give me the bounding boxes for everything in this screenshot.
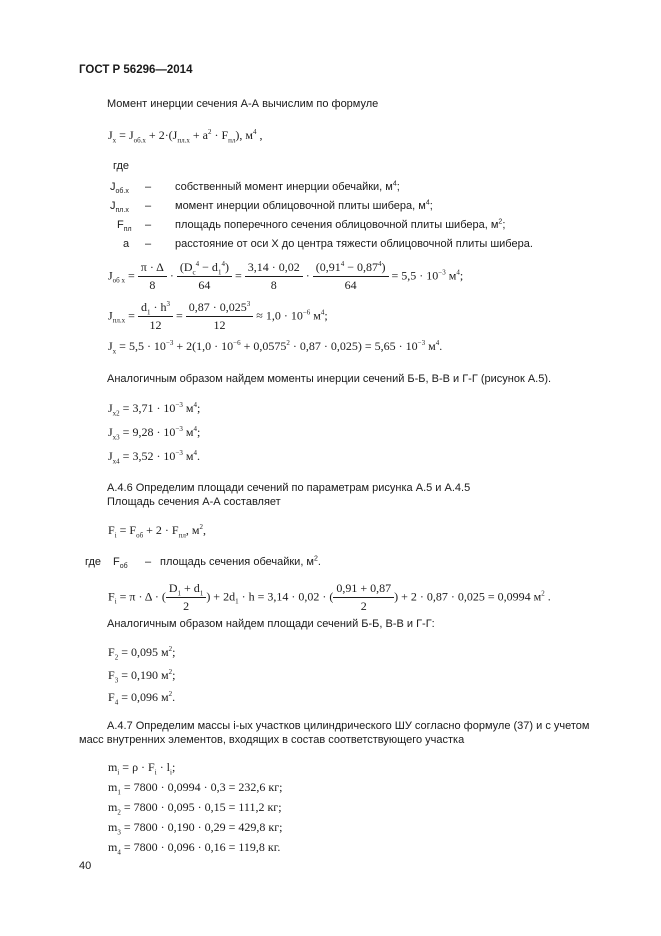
definition-text: момент инерции облицовочной плиты шибера, $м^4$; bbox=[175, 199, 433, 212]
where-label-2: где bbox=[85, 556, 102, 568]
definition-row: a bbox=[123, 238, 130, 250]
definition-text: площадь сечения обечайки, $м^2$. bbox=[160, 555, 321, 568]
section-a46-text: Площадь сечения А-А составляет bbox=[107, 496, 281, 508]
mass-row: $m_i = \rho \cdot F_i \cdot l_i$; bbox=[108, 760, 176, 777]
intro-text: Момент инерции сечения А-А вычислим по формуле bbox=[107, 98, 379, 110]
area-row: $F_2 = 0,095$ $м^2$; bbox=[108, 645, 176, 662]
mass-row: $m_2 = 7800 \cdot 0,095 \cdot 0,15 = 111,2$ кг; bbox=[108, 800, 282, 817]
fraction: $\frac{0,87 \cdot 0,025^3}{12}$ bbox=[186, 300, 254, 333]
mass-row: $m_4 = 7800 \cdot 0,096 \cdot 0,16 = 119,8$ кг. bbox=[108, 840, 281, 857]
formula-jobx: $J_{об x}$ = $\frac{\pi \cdot \Delta}{8}$ · $\frac{(D_c^4 - d_1^4)}{64}$ = $\frac{3,14 \cdot 0,02}{8}$ · $\frac{(0,91^4 - 0,87^4)}{64}$ = $5,5 \cdot 10^{-3}$ $м^4$; bbox=[108, 260, 464, 292]
definition-row: $F_{об}$ bbox=[113, 556, 128, 571]
fraction: $\frac{d_1 \cdot h^3}{12}$ bbox=[138, 300, 173, 333]
formula-jx: $J_x = 5,5 \cdot 10^{-3} + 2(1,0 \cdot 10^{-6} + 0,0575^2 \cdot 0,87 \cdot 0,025) = 5,65 \cdot 10^{-3}$ $м^4$. bbox=[108, 339, 443, 356]
analog-moments-text: Аналогичным образом найдем моменты инерции сечений Б-Б, В-В и Г-Г (рисунок А.5). bbox=[107, 373, 552, 385]
moment-row: $J_{x2} = 3,71 \cdot 10^{-3}$ $м^4$; bbox=[108, 401, 201, 418]
definition-text: площадь поперечного сечения облицовочной плиты шибера, $м^2$; bbox=[175, 218, 506, 231]
moment-row: $J_{x4} = 3,52 \cdot 10^{-3}$ $м^4$. bbox=[108, 449, 200, 466]
where-label: где bbox=[113, 160, 130, 172]
fraction: $\frac{D_1 + d_1}{2}$ bbox=[166, 581, 206, 614]
definition-row: $J_{об.x}$ bbox=[110, 181, 129, 196]
area-row: $F_4 = 0,096$ $м^2$. bbox=[108, 690, 176, 707]
section-a46-heading: А.4.6 Определим площади сечений по параметрам рисунка А.5 и А.4.5 bbox=[107, 482, 471, 494]
formula-main: $J_x = J_{об.x} + 2\cdot(J_{пл.x} + a^2 \cdot F_{пл})$, $м^4$ , bbox=[108, 128, 263, 145]
formula-area: $F_i = F_{об} + 2 \cdot F_{пл}$, $м^2$, bbox=[108, 523, 206, 540]
definition-dash: – bbox=[145, 181, 152, 193]
definition-text: расстояние от оси X до центра тяжести облицовочной плиты шибера. bbox=[175, 238, 533, 250]
definition-dash: – bbox=[145, 219, 152, 231]
mass-row: $m_1 = 7800 \cdot 0,0994 \cdot 0,3 = 232,6$ кг; bbox=[108, 780, 283, 797]
definition-dash: – bbox=[145, 200, 152, 212]
page-number: 40 bbox=[79, 860, 92, 872]
section-a47-text: масс внутренних элементов, входящих в состав соответствующего участка bbox=[79, 734, 465, 746]
fraction: $\frac{(0,91^4 - 0,87^4)}{64}$ bbox=[313, 260, 389, 293]
document-header: ГОСТ Р 56296—2014 bbox=[79, 64, 193, 76]
formula-f1: $F_i = \pi \cdot \Delta$ · ( $\frac{D_1 + d_1}{2}$ ) + $2d_1 \cdot h = 3,14 \cdot 0,02$ · ( $\frac{0,91 + 0,87}{2}$ ) + 2 · 0,87 · 0,025 = 0,0994 $м^2$ . bbox=[108, 581, 551, 613]
area-row: $F_3 = 0,190$ $м^2$; bbox=[108, 668, 176, 685]
section-a47-heading: А.4.7 Определим массы i-ых участков цилиндрического ШУ согласно формуле (37) и с учетом bbox=[107, 720, 590, 732]
formula-jplx: $J_{пл.x}$ = $\frac{d_1 \cdot h^3}{12}$ = $\frac{0,87 \cdot 0,025^3}{12}$ ≈ $1,0 \cdot 10^{-6}$ $м^4$; bbox=[108, 300, 328, 332]
fraction: $\frac{0,91 + 0,87}{2}$ bbox=[333, 581, 394, 614]
mass-row: $m_3 = 7800 \cdot 0,190 \cdot 0,29 = 429,8$ кг; bbox=[108, 820, 283, 837]
analog-areas-text: Аналогичным образом найдем площади сечений Б-Б, В-В и Г-Г: bbox=[107, 618, 435, 630]
definition-text: собственный момент инерции обечайки, $м^4$; bbox=[175, 180, 400, 193]
fraction: $\frac{\pi \cdot \Delta}{8}$ bbox=[138, 260, 167, 293]
fraction: $\frac{(D_c^4 - d_1^4)}{64}$ bbox=[177, 260, 232, 293]
fraction: $\frac{3,14 \cdot 0,02}{8}$ bbox=[245, 260, 303, 293]
moment-row: $J_{x3} = 9,28 \cdot 10^{-3}$ $м^4$; bbox=[108, 425, 201, 442]
definition-dash: – bbox=[145, 556, 152, 568]
definition-dash: – bbox=[145, 238, 152, 250]
definition-row: $F_{пл}$ bbox=[117, 219, 132, 234]
definition-row: $J_{пл.x}$ bbox=[110, 200, 129, 215]
